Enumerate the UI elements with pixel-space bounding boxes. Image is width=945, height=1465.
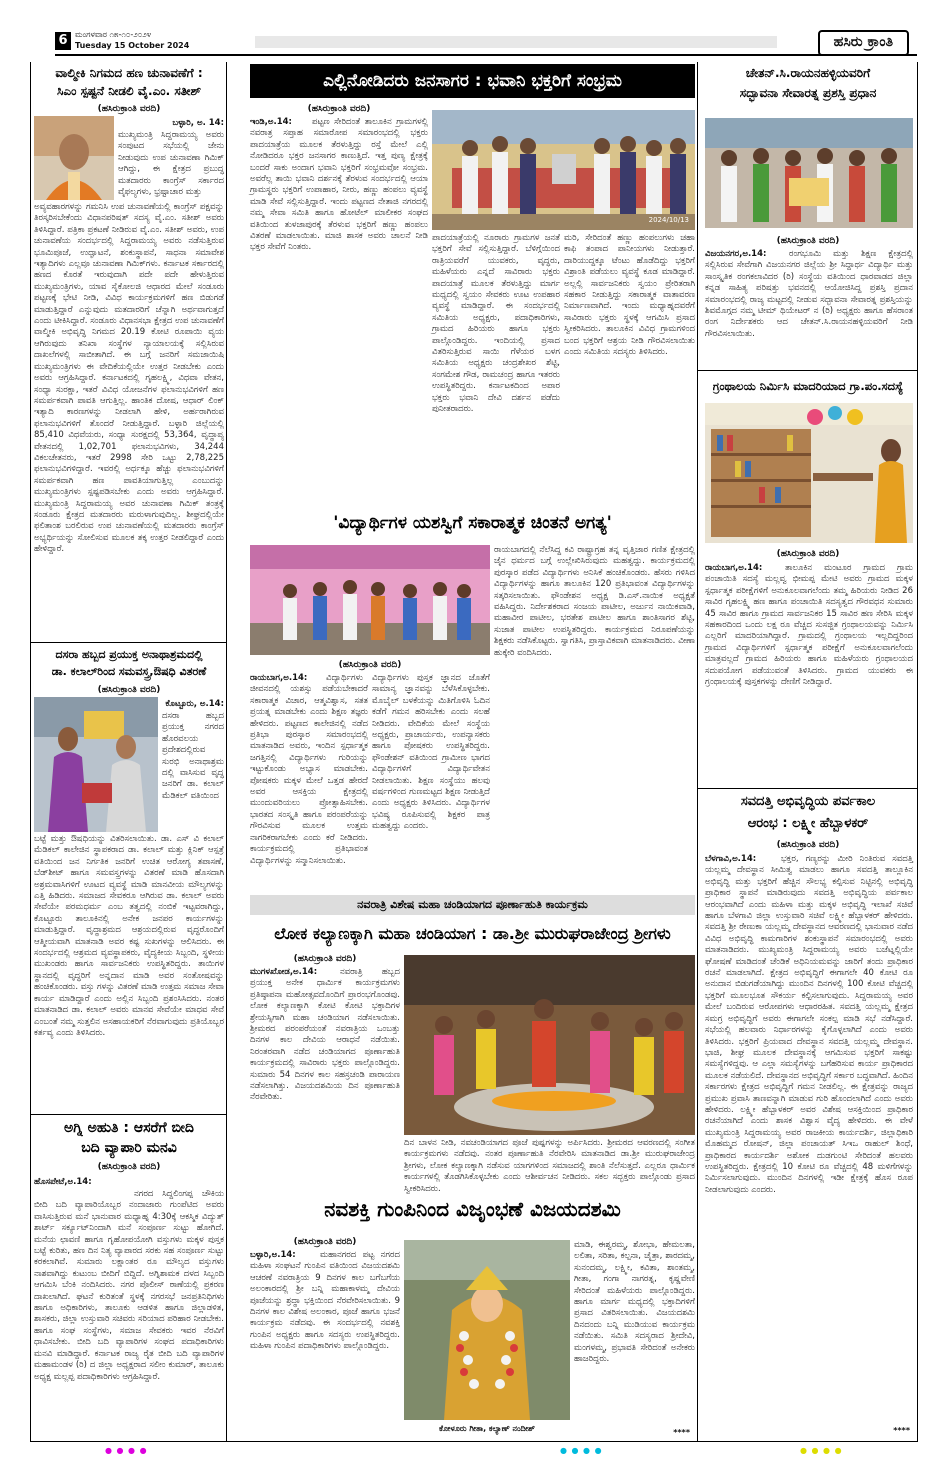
article-text: ದಿನ ಬಾಳನ ನೀಡಿ, ನವಚಂಡಿಯಾಗದ ಪೂಜೆ ಪುಷ್ಪಗಳನ್ನು ಅರ್ಪಿಸಿದರು. ಶ್ರೀಮಠದ ಆವರಣದಲ್ಲಿ ಸಂಗೀತ ಕಾರ್ಯಕ್ರಮಗಳು ನಡೆದವು. ನಂತರ ಪೂರ್ಣಾಹುತಿ ನೆರವೇರಿಸಿ ಮಾತನಾಡಿದ ಡಾ.ಶ್ರೀ ಮುರುಘರಾಜೇಂದ್ರ ಶ್ರೀಗಳು, ಲೋಕ ಕಲ್ಯಾಣಕ್ಕಾಗಿ ನಡೆಸುವ ಯಾಗಗಳಿಂದ ಸಮಾಜದಲ್ಲಿ ಶಾಂತಿ ನೆಲೆಸುತ್ತದೆ. ಎಲ್ಲರೂ ಧಾರ್ಮಿಕ ಕಾರ್ಯಗಳಲ್ಲಿ ತೊಡಗಿಸಿಕೊಳ್ಳಬೇಕು ಎಂದು ಆಶೀರ್ವಚನ ನೀಡಿದರು. ಸಕಲ ಸದ್ಭಕ್ತರು ಪಾಲ್ಗೊಂಡು ಪ್ರಸಾದ ಸ್ವೀಕರಿಸಿದರು. (404, 1138, 695, 1194)
masthead (55, 30, 917, 56)
end-mark: **** (893, 1426, 910, 1435)
article-separator (30, 642, 226, 643)
headline: ನವಶಕ್ತಿ ಗುಂಪಿನಿಂದ ವಿಜೃಂಭಣೆ ವಿಜಯದಶಮಿ (324, 1197, 621, 1221)
paper-name: ಹಸಿರು ಕ್ರಾಂತಿ (818, 30, 909, 56)
credit: (ಹಸಿರುಕ್ರಾಂತಿ ವರದಿ) (97, 685, 161, 695)
photo-satish (34, 116, 114, 200)
date-kannada: ಮಂಗಳವಾರ ೧೫-೧೦-೨೦೨೪ (75, 30, 152, 39)
headline: ಚೇತನ್.ಸಿ.ರಾಯನಹಳ್ಳಿಯವರಿಗೆ (745, 66, 871, 80)
credit: (ಹಸಿರುಕ್ರಾಂತಿ ವರದಿ) (776, 840, 840, 850)
article-text: ಪಾದಯಾತ್ರೆಯಲ್ಲಿ ನೂರಾರು ಗ್ರಾಮಗಳ ಜನತೆ ಭಕ್ತರಿಗೆ ಸೇವೆ ಸಲ್ಲಿಸುತ್ತಿದ್ದಾರೆ. ಬೆಳಿಗ್ಗೆಯಿಂದ ರಾತ್ರಿಯವರೆಗೆ ಯುವಕರು, ವೃದ್ಧರು, ಮಹಿಳೆಯರು ಎನ್ನದೆ ಸಾವಿರಾರು ಭಕ್ತರು ಪಾದಯಾತ್ರೆ ಮೂಲಕ ತೆರಳುತ್ತಿದ್ದು ಮಾರ್ಗ ಮಧ್ಯದಲ್ಲಿ ಸ್ವಯಂ ಸೇವಕರು ಊಟ ಉಪಹಾರ ವ್ಯವಸ್ಥೆ ಮಾಡಿದ್ದಾರೆ. ಈ ಸಂದರ್ಭದಲ್ಲಿ ಸಮಿತಿಯ ಅಧ್ಯಕ್ಷರು, ಪದಾಧಿಕಾರಿಗಳು, ಗ್ರಾಮದ ಹಿರಿಯರು ಹಾಗೂ ಭಕ್ತರು ಪಾಲ್ಗೊಂಡಿದ್ದರು. ಇಂದಿಯಲ್ಲಿ ಪ್ರಸಾದ ವಿತರಿಸುತ್ತಿರುವ ಸಾಯಿ ಗೆಳೆಯರ ಬಳಗ ಸಮಿತಿಯ ಅಧ್ಯಕ್ಷರು ಚಂದ್ರಶೇಖರ ಶೆಟ್ಟಿ, ಸಂಗಮೇಶ ಗೌಡ, ರಾಮಚಂದ್ರ ಹಾಗೂ ಇತರರು ಉಪಸ್ಥಿತರಿದ್ದರು. ಕರ್ನಾಟಕದಿಂದ ಅಪಾರ ಭಕ್ತರು ಭವಾನಿ ದೇವಿ ದರ್ಶನ ಪಡೆದು ಪುನೀತರಾದರು. (432, 233, 560, 415)
headline: ಡಾ. ಕಲಾಲ್‌ರಿಂದ ಸಮವಸ್ತ್ರ,ಔಷಧಿ ವಿತರಣೆ (51, 665, 207, 678)
article-text: ಭಕ್ತರ, ಗಣ್ಯರನ್ನು ಮೀರಿ ನಿಂತಿರುವ ಸವದತ್ತಿ ಯಲ್ಲಮ್ಮ ದೇವಸ್ಥಾನ ಸೀಮಿತ್ವ ಮಾಡಲು ಹಾಗೂ ಸವದತ್ತಿ ತಾಲ್ಲೂಕಿನ ಅಭಿವೃದ್ಧಿ ಮತ್ತು ಭಕ್ತರಿಗೆ ಹೆಚ್ಚಿನ ಸೌಲಭ್ಯ ಕಲ್ಪಿಸುವ ನಿಟ್ಟಿನಲ್ಲಿ ಅಭಿವೃದ್ಧಿ ಪ್ರಾಧಿಕಾರ ಸ್ಥಾಪನೆ ಮಾಡಿರುವುದು ಸವದತ್ತಿ ಅಭಿವೃದ್ಧಿಯ ಪರ್ವಕಾಲ ಆರಂಭವಾಗಿದೆ ಎಂದು ಮಹಿಳಾ ಮತ್ತು ಮಕ್ಕಳ ಅಭಿವೃದ್ಧಿ ಇಲಾಖೆ ಸಚಿವೆ ಹಾಗೂ ಬೆಳಗಾವಿ ಜಿಲ್ಲಾ ಉಸ್ತುವಾರಿ ಸಚಿವೆ ಲಕ್ಷ್ಮೀ ಹೆಬ್ಬಾಳಕರ್ ಹೇಳಿದರು. ಸವದತ್ತಿ ಶ್ರೀ ರೇಣುಕಾ ಯಲ್ಲಮ್ಮ ದೇವಸ್ಥಾನದ ಆವರಣದಲ್ಲಿ ಭಾನುವಾರ ನಡೆದ ವಿವಿಧ ಅಭಿವೃದ್ಧಿ ಕಾಮಗಾರಿಗಳ ಶಂಕುಸ್ಥಾಪನೆ ಸಮಾರಂಭದಲ್ಲಿ ಅವರು ಮಾತನಾಡಿದರು. ಮುಖ್ಯಮಂತ್ರಿ ಸಿದ್ದರಾಮಯ್ಯ ಅವರು ಬಜೆಟ್ನಲ್ಲಿಯೇ ಘೋಷಣೆ ಮಾಡಿದಂತೆ ಚೆಂಡಿಕೆ ಅಧಿನಿಯಮವನ್ನು ಜಾರಿಗೆ ತಂದು ಪ್ರಾಧಿಕಾರ ರಚನೆ ಮಾಡಲಾಗಿದೆ. ಕ್ಷೇತ್ರದ ಅಭಿವೃದ್ಧಿಗೆ ಈಗಾಗಲೇ 40 ಕೋಟಿ ರೂ ಅನುದಾನ ಬಿಡುಗಡೆಯಾಗಿದ್ದು ಮುಂದಿನ ದಿನಗಳಲ್ಲಿ 100 ಕೋಟಿ ವೆಚ್ಚದಲ್ಲಿ ಭಕ್ತರಿಗೆ ಮೂಲಭೂತ ಸೌಕರ್ಯ ಕಲ್ಪಿಸಲಾಗುವುದು. ಸಿದ್ದರಾಮಯ್ಯ ಅವರ ಮೇಲೆ ಬಂದಿರುವ ಆರೋಪಗಳು ಆಧಾರರಹಿತ. ಸವದತ್ತಿ ಯಲ್ಲಮ್ಮ ಕ್ಷೇತ್ರದ ಸಮಗ್ರ ಅಭಿವೃದ್ಧಿಗೆ ಅವರು ಈಗಾಗಲೇ ಸಂಕಲ್ಪ ಮಾಡಿ ಸಭೆ ನಡೆಸಿದ್ದಾರೆ. ಸಭೆಯಲ್ಲಿ ಹಲವಾರು ನಿರ್ಧಾರಗಳನ್ನು ಕೈಗೊಳ್ಳಲಾಗಿದೆ ಎಂದು ಅವರು ತಿಳಿಸಿದರು. ಭಕ್ತರಿಗೆ ಪ್ರಿಯವಾದ ದೇವಸ್ಥಾನ ಸವದತ್ತಿ ಯಲ್ಲಮ್ಮ ದೇವಸ್ಥಾನ. ಭಾಜಿ, ಶೀಘ್ರ ಮೂಲಕ ದೇವಸ್ಥಾನಕ್ಕೆ ಆಗಮಿಸುವ ಭಕ್ತರಿಗೆ ಸಾಕಷ್ಟು ಸಮಸ್ಯೆಗಳಿದ್ದವು. ಆ ಎಲ್ಲಾ ಸಮಸ್ಯೆಗಳನ್ನು ಬಗೆಹರಿಸುವ ಕಾರ್ಯ ಪ್ರಾಧಿಕಾರದ ಮೂಲಕ ನಡೆಯಲಿದೆ. ದೇವಸ್ಥಾನದ ಅಭಿವೃದ್ಧಿಗೆ ಸರ್ಕಾರ ಬದ್ಧವಾಗಿದೆ. ಹಿಂದಿನ ಸರ್ಕಾರಗಳು ಕ್ಷೇತ್ರದ ಅಭಿವೃದ್ಧಿಗೆ ಗಮನ ನೀಡಲಿಲ್ಲ. ಈ ಕ್ಷೇತ್ರವನ್ನು ರಾಜ್ಯದ ಪ್ರಮುಖ ಪ್ರವಾಸಿ ತಾಣವನ್ನಾಗಿ ಮಾಡುವ ಗುರಿ ಹೊಂದಲಾಗಿದೆ ಎಂದು ಅವರು ಹೇಳಿದರು. ಲಕ್ಷ್ಮೀ ಹೆಬ್ಬಾಳಕರ್ ಅವರ ವಿಶೇಷ ಆಸಕ್ತಿಯಿಂದ ಪ್ರಾಧಿಕಾರ ರಚನೆಯಾಗಿದೆ ಎಂದು ಶಾಸಕ ವಿಶ್ವಾಸ ವೈದ್ಯ ಹೇಳಿದರು. ಈ ವೇಳೆ ಮುಖ್ಯಮಂತ್ರಿ ಸಿದ್ದರಾಮಯ್ಯ ಅವರ ರಾಜಕೀಯ ಕಾರ್ಯದರ್ಶಿ, ಜಿಲ್ಲಾಧಿಕಾರಿ ಮೊಹಮ್ಮದ ರೋಷನ್, ಜಿಲ್ಲಾ ಪಂಚಾಯತ್ ಸಿಇಒ ರಾಹುಲ್ ಶಿಂಧೆ, ಪ್ರಾಧಿಕಾರದ ಕಾರ್ಯದರ್ಶಿ ಅಶೋಕ ದುಡಗುಂಟಿ ಸೇರಿದಂತೆ ಹಲವರು ಉಪಸ್ಥಿತರಿದ್ದರು. ಕ್ಷೇತ್ರದಲ್ಲಿ 10 ಕೋಟಿ ರೂ ವೆಚ್ಚದಲ್ಲಿ 48 ಮಳಿಗೆಗಳನ್ನು ನಿರ್ಮಿಸಲಾಗುವುದು. ಮುಂದಿನ ದಿನಗಳಲ್ಲಿ ಇಡೀ ಕ್ಷೇತ್ರಕ್ಕೆ ಹೊಸ ರೂಪ ನೀಡಲಾಗುವುದು ಎಂದರು. (705, 854, 913, 1195)
article-text: ರಂಗಭೂಮಿ ಮತ್ತು ಶಿಕ್ಷಣ ಕ್ಷೇತ್ರದಲ್ಲಿ ಸಲ್ಲಿಸಿರುವ ಸೇವೆಗಾಗಿ ವಿಜಯನಗರ ಜಿಲ್ಲೆಯ ಶ್ರೀ ಸಿದ್ದಾರ್ಥ ವಿದ್ಯಾರ್ಥಿ ಮತ್ತು ಸಾಂಸ್ಕೃತಿಕ ರಂಗಕಲಾವಿದರ (ರಿ) ಸಂಸ್ಥೆಯ ವತಿಯಿಂದ ಧಾರವಾಡದ ಜಿಲ್ಲಾ ಕನ್ನಡ ಸಾಹಿತ್ಯ ಪರಿಷತ್ತು ಭವನದಲ್ಲಿ ಆಯೋಜಿಸಿದ್ದ ಪ್ರಶಸ್ತಿ ಪ್ರದಾನ ಸಮಾರಂಭದಲ್ಲಿ ರಾಜ್ಯ ಮಟ್ಟದಲ್ಲಿ ನೀಡುವ ಸದ್ಭಾವನಾ ಸೇವಾರತ್ನ ಪ್ರಶಸ್ತಿಯನ್ನು ಶಿವಮೊಗ್ಗದ ನಮ್ಮ ಟೀಮ್ ಥಿಯೇಟರ್ ನ (ರಿ) ಅಧ್ಯಕ್ಷರು ಹಾಗೂ ಹೆಸರಾಂತ ರಂಗ ನಿರ್ದೇಶಕರು ಆದ ಚೇತನ್.ಸಿ.ರಾಯನಹಳ್ಳಿಯವರಿಗೆ ನೀಡಿ ಗೌರವಿಸಲಾಯಿತು. (705, 249, 913, 339)
article-separator (697, 370, 917, 371)
dateline: ಬೆಳಗಾವಿ,ಅ.14: (705, 854, 757, 864)
headline: ಅಗ್ನಿ ಅಹುತಿ : ಆಸರೆಗೆ ಬೀದಿ (64, 1120, 194, 1136)
headline: ವಾಲ್ಮೀಕಿ ನಿಗಮದ ಹಣ ಚುನಾವಣೆಗೆ : (55, 66, 203, 80)
headline: ಸದ್ಭಾವನಾ ಸೇವಾರತ್ನ ಪ್ರಶಸ್ತಿ ಪ್ರಧಾನ (739, 86, 877, 100)
headline: ಲೋಕ ಕಲ್ಯಾಣಕ್ಕಾಗಿ ಮಹಾ ಚಂಡಿಯಾಗ : ಡಾ.ಶ್ರೀ ಮುರುಘರಾಜೇಂದ್ರ ಶ್ರೀಗಳು (274, 924, 671, 943)
credit: (ಹಸಿರುಕ್ರಾಂತಿ ವರದಿ) (97, 1162, 161, 1172)
masthead-band (255, 36, 777, 48)
article-text: ರಾಯಬಾಗದಲ್ಲಿ ನೆಲೆಸಿದ್ದ ಕವಿ ರಾಷ್ಟ್ರಾಗ್ರಹ ತನ್ನ ವೃತ್ತಿಜಾರ ಗಣಿತ ಕ್ಷೇತ್ರದಲ್ಲಿ ಜೈನ ಧರ್ಮದ ಬಗ್ಗೆ ಉಲ್ಲೇಖಿಸಿರುವುದು ಮಹತ್ವದ್ದು. ಕಾರ್ಯಕ್ರಮದಲ್ಲಿ ಪುರಸ್ಕಾರ ಪಡೆದ ವಿದ್ಯಾರ್ಥಿಗಳು ಅನಿಸಿಕೆ ಹಂಚಿಕೊಂಡರು. ಹೆಸರು ಗಳಿಸಿದ ವಿದ್ಯಾರ್ಥಿಗಳನ್ನು ಹಾಗೂ ತಾಲೂಕಿನ 120 ಪ್ರತಿಭಾವಂತ ವಿದ್ಯಾರ್ಥಿಗಳನ್ನು ಸತ್ಕರಿಸಲಾಯಿತು. ಫೌಂಡೇಶನ ಅಧ್ಯಕ್ಷ ಡಿ.ಎಸ್.ನಾಯಿಕ ಅಧ್ಯಕ್ಷತೆ ವಹಿಸಿದ್ದರು. ನಿರ್ದೇಶಕರಾದ ಸಂಜಯ ಪಾಟೀಲ, ಅರ್ಜುನ ನಾಯಿಕವಾಡಿ, ಮಹಾವೀರ ಪಾಟೀಲ, ಭರತೇಶ ಪಾಟೀಲ ಹಾಗೂ ಶಾಂತಿಸಾಗರ ಶೆಟ್ಟಿ, ಸುಜಾತ ಪಾಟೀಲ ಉಪಸ್ಥಿತರಿದ್ದರು. ಕಾರ್ಯಕ್ರಮದ ನಿರೂಪಣೆಯನ್ನು ಶಿಕ್ಷಕರು ನಡೆಸಿಕೊಟ್ಟರು. ಸ್ವಾಗತಿಸಿ, ಪ್ರಾಸ್ತಾವಿಕವಾಗಿ ಮಾತನಾಡಿದರು. ವೀಣಾ ಹುಕ್ಕೇರಿ ವಂದಿಸಿದರು. (494, 545, 695, 658)
headline: ಸಿಎಂ ಸ್ಪಷ್ಟನೆ ನೀಡಲಿ ವೈ.ಎಂ. ಸತೀಶ್ (57, 84, 201, 98)
article-text: ಪಟ್ಟಣ ಸೇರಿದಂತೆ ತಾಲೂಕಿನ ಗ್ರಾಮಗಳಲ್ಲಿ ನವರಾತ್ರ ಸಪ್ತಾಹ ಸಮಾರೋಪ ಸಮಾರಂಭದಲ್ಲಿ ಭಕ್ತರು ಪಾದಯಾತ್ರೆಯ ಮೂಲಕ ತೆರಳುತ್ತಿದ್ದು ರಸ್ತೆ ಮೇಲೆ ಎಲ್ಲಿ ನೋಡಿದರೂ ಭಕ್ತರ ಜನಸಾಗರ ಕಾಣುತ್ತಿದೆ. ಇತ್ತ ಪುಣ್ಯ ಕ್ಷೇತ್ರಕ್ಕೆ ಬಂದರೆ ಸಾಕು ಅಂದಾಗ ಭವಾನಿ ಭಕ್ತರಿಗೆ ಸಂಭ್ರಮವೋ ಸಂಭ್ರಮ. ಅವರೆಲ್ಲ ತಾಯಿ ಭವಾನಿ ದರ್ಶನಕ್ಕೆ ತೆರಳುವ ಸಂದರ್ಭದಲ್ಲಿ ಆಯಾ ಗ್ರಾಮಸ್ಥರು ಭಕ್ತರಿಗೆ ಉಪಾಹಾರ, ನೀರು, ಹಣ್ಣು ಹಂಪಲು ವ್ಯವಸ್ಥೆ ಮಾಡಿ ಸೇವೆ ಸಲ್ಲಿಸುತ್ತಿದ್ದಾರೆ. ಇಂದು ಪಟ್ಟಣದ ನೇತಾಜಿ ನಗರದಲ್ಲಿ ನಮ್ಮ ಸೇವಾ ಸಮಿತಿ ಹಾಗೂ ಹೋಟೆಲ್ ಮಾಲೀಕರ ಸಂಘದ ವತಿಯಿಂದ ತುಳಜಾಪುರಕ್ಕೆ ತೆರಳುವ ಭಕ್ತರಿಗೆ ಹಣ್ಣು ಹಂಪಲು ವಿತರಣೆ ಮಾಡಲಾಯಿತು. ಮಾಜಿ ಶಾಸಕ ಅವರು ಚಾಲನೆ ನೀಡಿ ಭಕ್ತರ ಸೇವೆಗೆ ನಿಂತರು. (250, 117, 428, 253)
article-text: ಮರಿ, ಸೇರಿದಂತೆ ಹಣ್ಣು ಹಂಪಲುಗಳು ಚಹಾ ಕಾಫಿ ತಂಪಾದ ಪಾನೀಯಗಳು ನೀಡುತ್ತಾರೆ. ದಾರಿಯುದ್ದಕ್ಕೂ ಟೆಂಟು ಹೊಡೆದಿದ್ದು ಭಕ್ತರಿಗೆ ವಿಶ್ರಾಂತಿ ಪಡೆಯಲು ವ್ಯವಸ್ಥೆ ಕೂಡ ಮಾಡಿದ್ದಾರೆ. ಅಲ್ಲಲ್ಲಿ ಸಾರ್ವಜನಿಕರು ಸ್ವಯಂ ಪ್ರೇರಿತರಾಗಿ ಸಹಕಾರ ನೀಡುತ್ತಿದ್ದು ಸಕಾರಾತ್ಮಕ ವಾತಾವರಣ ನಿರ್ಮಾಣವಾಗಿದೆ. ಇಂದು ಮಧ್ಯಾಹ್ನದವರೆಗೆ ಸಾವಿರಾರು ಭಕ್ತರು ಸ್ಥಳಕ್ಕೆ ಆಗಮಿಸಿ ಪ್ರಸಾದ ಸ್ವೀಕರಿಸಿದರು. ತಾಲೂಕಿನ ವಿವಿಧ ಗ್ರಾಮಗಳಿಂದ ಬಂದ ಭಕ್ತರಿಗೆ ಆಶ್ರಯ ನೀಡಿ ಗೌರವಿಸಲಾಯಿತು ಎಂದು ಸಮಿತಿಯ ಸದಸ್ಯರು ತಿಳಿಸಿದರು. (564, 233, 695, 358)
headline: ಸವದತ್ತಿ ಅಭಿವೃದ್ಧಿಯ ಪರ್ವಕಾಲ (740, 794, 876, 809)
headline: ಎಲ್ಲಿನೋಡಿದರು ಜನಸಾಗರ : ಭವಾನಿ ಭಕ್ತರಿಗೆ ಸಂಭ್ರಮ (250, 64, 695, 98)
credit: (ಹಸಿರುಕ್ರಾಂತಿ ವರದಿ) (338, 660, 402, 670)
photo-chandiyaga (404, 955, 695, 1135)
photo-award-ceremony (705, 118, 913, 228)
article-text: ಮಾಡಿ, ಈಶ್ವರಮ್ಮ, ಶೋಭಾ, ಹೇಮಲತಾ, ಲಲಿತಾ, ಸರಿತಾ, ಕಲ್ಪನಾ, ಚೈತ್ರಾ, ಶಾರದಮ್ಮ, ಸುನಂದಮ್ಮ, ಲಕ್ಷ್ಮೀ, ಕವಿತಾ, ಶಾಂತಮ್ಮ, ಗೀತಾ, ಗಂಗಾ ನಾಗರತ್ನ, ಕೃಷ್ಣವೇಣಿ ಸೇರಿದಂತೆ ಮಹಿಳೆಯರು ಪಾಲ್ಗೊಂಡಿದ್ದರು. ಹಾಗೂ ಮಾರ್ಗ ಮಧ್ಯದಲ್ಲಿ ಭಕ್ತಾದಿಗಳಿಗೆ ಪ್ರಸಾದ ವಿತರಿಸಲಾಯಿತು. ವಿಜಯದಶಮಿ ದಿನದಂದು ಬನ್ನಿ ಮುಡಿಯುವ ಕಾರ್ಯಕ್ರಮ ನಡೆಯಿತು. ಸಮಿತಿ ಸದಸ್ಯರಾದ ಶ್ರೀದೇವಿ, ಮಂಗಳಮ್ಮ, ಪ್ರಭಾವತಿ ಸೇರಿದಂತೆ ಅನೇಕರು ಹಾಜರಿದ್ದರು. (574, 1240, 695, 1365)
photo-vidyarthi-stage (250, 545, 490, 655)
dateline: ಕೊಟ್ಟೂರು, ಅ.14: (165, 699, 224, 709)
headline: ದಸರಾ ಹಬ್ಬದ ಪ್ರಯುಕ್ತ ಅನಾಥಾಶ್ರಮದಲ್ಲಿ (55, 648, 203, 661)
headline: ಆರಂಭ : ಲಕ್ಷ್ಮೀ ಹೆಬ್ಬಾಳಕರ್ (747, 816, 869, 831)
photo-timestamp: 2024/10/13 (648, 216, 689, 224)
column-rule (30, 62, 31, 1442)
kicker: ನವರಾತ್ರಿ ವಿಶೇಷ ಮಹಾ ಚಂಡಿಯಾಗದ ಪೂರ್ಣಾಹುತಿ ಕಾರ್ಯಕ್ರಮ (250, 895, 695, 915)
registration-marks: ● ● ● ● (560, 1446, 603, 1455)
end-mark: **** (673, 1428, 690, 1437)
article-separator (697, 788, 917, 789)
article-text: ನವರಾತ್ರಿ ಹಬ್ಬದ ಪ್ರಯುಕ್ತ ಅನೇಕ ಧಾರ್ಮಿಕ ಕಾರ್ಯಕ್ರಮಗಳು ಪ್ರತಿಷ್ಠಾಪನಾ ಮಹೋತ್ಸವದೊಂದಿಗೆ ಪ್ರಾರಂಭಗೊಂಡವು. ಲೋಕ ಕಲ್ಯಾಣಕ್ಕಾಗಿ ಕೋಟಿ ಕೋಟಿ ಭಕ್ತಾದಿಗಳ ಶ್ರೇಯಸ್ಸಿಗಾಗಿ ಮಹಾ ಚಂಡಿಯಾಗ ನಡೆಸಲಾಯಿತು. ಶ್ರೀಮಠದ ಪರಂಪರೆಯಂತೆ ನವರಾತ್ರಿಯ ಒಂಬತ್ತು ದಿನಗಳ ಕಾಲ ದೇವಿಯ ಆರಾಧನೆ ನಡೆಯಿತು. ನಿರಂತರವಾಗಿ ನಡೆದ ಚಂಡಿಯಾಗದ ಪೂರ್ಣಾಹುತಿ ಕಾರ್ಯಕ್ರಮದಲ್ಲಿ ಸಾವಿರಾರು ಭಕ್ತರು ಪಾಲ್ಗೊಂಡಿದ್ದರು. ಸುಮಾರು 54 ದಿನಗಳ ಕಾಲ ಸಹಸ್ರಚಂಡಿ ಪಾರಾಯಣ ನಡೆಸಲಾಗಿತ್ತು. ವಿಜಯದಶಮಿಯ ದಿನ ಪೂರ್ಣಾಹುತಿ ನೆರವೇರಿತು. (250, 967, 400, 1103)
page-number: 6 (55, 32, 71, 50)
credit: (ಹಸಿರುಕ್ರಾಂತಿ ವರದಿ) (97, 104, 161, 114)
photo-caption: ಕೋಳೂರು ಗೀತಾ, ಕಲ್ಯಾಣ್ ನಂದೀಶ್ (439, 1424, 535, 1433)
headline: ಬದಿ ವ್ಯಾಪಾರಿ ಮನವಿ (81, 1140, 177, 1156)
photo-library (705, 403, 913, 543)
article-text: ಮಹಾನಗರದ ಪಟ್ಟ ನಗರದ ಮಹಿಳಾ ಸಂಘಟನೆ ಗುಂಪಿನ ವತಿಯಿಂದ ವಿಜಯದಶಮಿ ಆಚರಣೆ ನವರಾತ್ರಿಯ 9 ದಿನಗಳ ಕಾಲ ಬಗೆಬಗೆಯ ಅಲಂಕಾರದಲ್ಲಿ ಶ್ರೀ ಬನ್ನಿ ಮಹಾಕಾಳಮ್ಮ ದೇವಿಯ ಪೂಜೆಯನ್ನು ಶ್ರದ್ಧಾ ಭಕ್ತಿಯಿಂದ ನೆರವೇರಿಸಲಾಯಿತು. 9 ದಿನಗಳ ಕಾಲ ವಿಶೇಷ ಅಲಂಕಾರ, ಪೂಜೆ ಹಾಗೂ ಭಜನೆ ಕಾರ್ಯಕ್ರಮ ನಡೆದವು. ಈ ಸಂದರ್ಭದಲ್ಲಿ ನವಶಕ್ತಿ ಗುಂಪಿನ ಅಧ್ಯಕ್ಷರು ಹಾಗೂ ಸದಸ್ಯರು ಉಪಸ್ಥಿತರಿದ್ದರು. ಮಹಿಳಾ ಗುಂಪಿನ ಪದಾಧಿಕಾರಿಗಳು ಪಾಲ್ಗೊಂಡಿದ್ದರು. (250, 1250, 400, 1352)
article-text: ದಸರಾ ಹಬ್ಬದ ಪ್ರಯುಕ್ತ ನಗರದ ಹೊರವಲಯ ಪ್ರದೇಶದಲ್ಲಿರುವ ಸುರಭಿ ಅನಾಥಾಶ್ರಮ ದಲ್ಲಿ ವಾಸಿಸುವ ವೃದ್ಧ ಜನರಿಗೆ ಡಾ. ಕಲಾಲ್ ಮೆಡಿಕಲ್ ವತಿಯಿಂದ (162, 711, 224, 801)
photo-goddess-idol (404, 1240, 570, 1420)
article-text: ಮುಖ್ಯಮಂತ್ರಿ ಸಿದ್ದರಾಮಯ್ಯ ಅವರು ಸಂಪುಟದ ಸಭೆಯಲ್ಲಿ ಜೇನು ನೀಡುವುದು ಉಪ ಚುನಾವಣಾ ಗಿಮಿಕ್ ಆಗಿದ್ದು, ಈ ಕ್ಷೇತ್ರದ ಪ್ರಬುದ್ಧ ಮತದಾರರು ಕಾಂಗ್ರೆಸ್ ಸರ್ಕಾರದ ವೈಫಲ್ಯಗಳು, ಭ್ರಷ್ಟಾಚಾರ ಮತ್ತು (118, 130, 224, 198)
article-text: ತಾಲೂಕಿನ ಮಂಟೂರ ಗ್ರಾಮದ ಗ್ರಾಮ ಪಂಚಾಯಿತಿ ಸದಸ್ಯೆ ಮಲ್ಲವ್ವ ಭೀಮಪ್ಪ ಮೇಟಿ ಅವರು ಗ್ರಾಮದ ಮಕ್ಕಳ ಸ್ಪರ್ಧಾತ್ಮಕ ಪರೀಕ್ಷೆಗಳಿಗೆ ಅನುಕೂಲವಾಗಲೆಂದು ತಮ್ಮ ಹಿರಿಯರು ನೀಡಿದ 26 ಸಾವಿರ ಗೃಹಲಕ್ಷ್ಮಿ ಹಣ ಹಾಗೂ ಪಂಚಾಯಿತಿ ಸದಸ್ಯತ್ವದ ಗೌರವಧನ ಸುಮಾರು 45 ಸಾವಿರ ಹಾಗೂ ಗ್ರಾಮದ ಸಾರ್ವಜನಿಕರ 15 ಸಾವಿರ ಹಣ ಸೇರಿಸಿ ಮಕ್ಕಳ ಸಹಕಾರದಿಂದ ಒಂದು ಲಕ್ಷ ರೂ ವೆಚ್ಚದ ಸುಸಜ್ಜಿತ ಗ್ರಂಥಾಲಯವನ್ನು ನಿರ್ಮಿಸಿ ಎಲ್ಲರಿಗೆ ಮಾದರಿಯಾಗಿದ್ದಾರೆ. ಗ್ರಾಮದಲ್ಲಿ ಗ್ರಂಥಾಲಯ ಇಲ್ಲದಿದ್ದರಿಂದ ಗ್ರಾಮದ ವಿದ್ಯಾರ್ಥಿಗಳಿಗೆ ಸ್ಪರ್ಧಾತ್ಮಕ ಪರೀಕ್ಷೆಗೆ ಅನುಕೂಲವಾಗಲೆಂದು ಮಾತ್ರವಲ್ಲದೆ ಗ್ರಾಮದ ಹಿರಿಯರು ಹಾಗೂ ಮಹಿಳೆಯರು ಗ್ರಂಥಾಲಯದ ಸದುಪಯೋಗ ಪಡೆಯುವಂತೆ ತಿಳಿಸಿದರು. ಗ್ರಾಮದ ಯುವಕರು ಈ ಗ್ರಂಥಾಲಯಕ್ಕೆ ಪುಸ್ತಕಗಳನ್ನು ದೇಣಿಗೆ ನೀಡಿದ್ದಾರೆ. (705, 563, 913, 688)
credit: (ಹಸಿರುಕ್ರಾಂತಿ ವರದಿ) (307, 104, 371, 114)
date-english: Tuesday 15 October 2024 (75, 41, 190, 50)
article-text: ಬಟ್ಟೆ ಮತ್ತು ಔಷಧಿಯನ್ನು ವಿತರಿಸಲಾಯಿತು. ಡಾ. ಎಸ್ ವಿ ಕಲಾಲ್ ಮೆಡಿಕಲ್ ಕಾಲೇಜಿನ ಸ್ಥಾಪಕರಾದ ಡಾ. ಕಲಾಲ್ ಮತ್ತು ಕ್ಲಿನಿಕ್ ಆಸ್ಪತ್ರೆ ವತಿಯಿಂದ ಜನ ನಿರ್ಗತಿಕ ಜನರಿಗೆ ಉಚಿತ ಆರೋಗ್ಯ ತಪಾಸಣೆ, ಬೆಡ್‌ಶೀಟ್ ಹಾಗೂ ಸಮವಸ್ತ್ರಗಳನ್ನು ವಿತರಣೆ ಮಾಡಿ ಹೊಸದಾಗಿ ಅಶ್ರಮವಾಸಿಗಳಿಗೆ ಊಟದ ವ್ಯವಸ್ಥೆ ಮಾಡಿ ಮಾನವೀಯ ಮೌಲ್ಯಗಳನ್ನು ಎತ್ತಿ ಹಿಡಿದರು. ಸಮಾಜದ ಸೇವಕರೂ ಆಗಿರುವ ಡಾ. ಕಲಾಲ್ ಅವರು ಸೇವೆಯೇ ಪರಮಧರ್ಮ ಎಂಬ ತತ್ವದಲ್ಲಿ ನಂಬಿಕೆ ಇಟ್ಟವರಾಗಿದ್ದು, ಕೊಟ್ಟೂರು ತಾಲೂಕಿನಲ್ಲಿ ಅನೇಕ ಜನಪರ ಕಾರ್ಯಗಳನ್ನು ಮಾಡುತ್ತಿದ್ದಾರೆ. ವೃದ್ಧಾಶ್ರಮದ ಆಶ್ರಯದಲ್ಲಿರುವ ವೃದ್ಧರೊಂದಿಗೆ ಆತ್ಮೀಯವಾಗಿ ಮಾತನಾಡಿ ಅವರ ಕಷ್ಟ ಸುಖಗಳನ್ನು ಆಲಿಸಿದರು. ಈ ಸಂದರ್ಭದಲ್ಲಿ ಆಶ್ರಮದ ವ್ಯವಸ್ಥಾಪಕರು, ವೈದ್ಯಕೀಯ ಸಿಬ್ಬಂದಿ, ಸ್ಥಳೀಯ ಮುಖಂಡರು ಹಾಗೂ ಸಾರ್ವಜನಿಕರು ಉಪಸ್ಥಿತರಿದ್ದರು. ತಾಯಿಗಳ ಸ್ಥಾನದಲ್ಲಿ ವೃದ್ಧರಿಗೆ ಅನ್ನದಾನ ಮಾಡಿ ಅವರ ಸಂತೋಷವನ್ನು ಹಂಚಿಕೊಂಡರು. ವಸ್ತು ಗಳನ್ನು ವಿತರಣೆ ಮಾಡಿ ಉತ್ತಮ ಸಮಾಜ ಸೇವಾ ಕಾರ್ಯ ಮಾಡಿದ್ದಾರೆ ಎಂದು ಅಲ್ಲಿನ ಸಿಬ್ಬಂದಿ ಪ್ರಶಂಸಿಸಿದರು. ನಂತರ ಮಾತನಾಡಿದ ಡಾ. ಕಲಾಲ್ ಅವರು ಮಾನವ ಸೇವೆಯೇ ಮಾಧವ ಸೇವೆ ಎಂಬಂತೆ ನಮ್ಮ ಸುತ್ತಲಿನ ಅಸಹಾಯಕರಿಗೆ ನೆರವಾಗುವುದು ಪ್ರತಿಯೊಬ್ಬರ ಕರ್ತವ್ಯ ಎಂದು ತಿಳಿಸಿದರು. (34, 834, 224, 1038)
page-bottom-rule (30, 1441, 918, 1442)
photo-dasara-distribution (34, 697, 158, 832)
credit: (ಹಸಿರುಕ್ರಾಂತಿ ವರದಿ) (776, 549, 840, 559)
article-text: ವಿದ್ಯಾರ್ಥಿಗಳು ಪುಸ್ತಕ ಜ್ಞಾನದ ಜೊತೆಗೆ ಸಾಮಾನ್ಯ ಜ್ಞಾನವನ್ನು ಬೆಳೆಸಿಕೊಳ್ಳಬೇಕು. ಮೊಬೈಲ್ ಬಳಕೆಯನ್ನು ಮಿತಿಗೊಳಿಸಿ ಓದಿನ ಕಡೆಗೆ ಗಮನ ಹರಿಸಬೇಕು ಎಂದು ಸಲಹೆ ನೀಡಿದರು. ವೇದಿಕೆಯ ಮೇಲೆ ಸಂಸ್ಥೆಯ ಅಧ್ಯಕ್ಷರು, ಪ್ರಾಚಾರ್ಯರು, ಉಪನ್ಯಾಸಕರು ಹಾಗೂ ಪೋಷಕರು ಉಪಸ್ಥಿತರಿದ್ದರು. ಫೌಂಡೇಶನ್ ವತಿಯಿಂದ ಗ್ರಾಮೀಣ ಭಾಗದ ವಿದ್ಯಾರ್ಥಿಗಳಿಗೆ ವಿದ್ಯಾರ್ಥಿವೇತನ ನೀಡಲಾಯಿತು. ಶಿಕ್ಷಣ ಸಂಸ್ಥೆಯು ಹಲವು ವರ್ಷಗಳಿಂದ ಗುಣಮಟ್ಟದ ಶಿಕ್ಷಣ ನೀಡುತ್ತಿದೆ ಎಂದು ಅಧ್ಯಕ್ಷರು ತಿಳಿಸಿದರು. ವಿದ್ಯಾರ್ಥಿಗಳ ಭವಿಷ್ಯ ರೂಪಿಸುವಲ್ಲಿ ಶಿಕ್ಷಕರ ಪಾತ್ರ ಮಹತ್ವದ್ದು ಎಂದರು. (372, 673, 490, 832)
dateline: ಬಳ್ಳಾರಿ, ಅ. 14: (172, 118, 224, 128)
headline: 'ವಿದ್ಯಾರ್ಥಿಗಳ ಯಶಸ್ವಿಗೆ ಸಕಾರಾತ್ಮಕ ಚಿಂತನೆ ಅಗತ್ಯ' (333, 513, 612, 533)
article-separator (30, 1114, 226, 1115)
dateline: ಹೊಸಪೇಟೆ,ಅ.14: (34, 1177, 92, 1187)
dateline: ಬಳ್ಳಾರಿ,ಅ.14: (250, 1250, 296, 1260)
dateline: ಮುಗಳಖೋಡ,ಅ.14: (250, 967, 318, 977)
registration-marks: ● ● ● ● (105, 1446, 148, 1455)
column-rule (226, 62, 227, 1442)
dateline: ವಿಜಯನಗರ,ಅ.14: (705, 249, 767, 259)
credit: (ಹಸಿರುಕ್ರಾಂತಿ ವರದಿ) (293, 1237, 357, 1247)
article-text: ವಿದ್ಯಾರ್ಥಿಗಳು ಜೀವನದಲ್ಲಿ ಯಶಸ್ಸು ಪಡೆಯಬೇಕಾದರೆ ಸಕಾರಾತ್ಮಕ ವಿಚಾರ, ಆತ್ಮವಿಶ್ವಾಸ, ಸತತ ಪ್ರಯತ್ನ ಮಾಡಬೇಕು ಎಂದು ಶಿಕ್ಷಣ ತಜ್ಞರು ಹೇಳಿದರು. ಪಟ್ಟಣದ ಕಾಲೇಜಿನಲ್ಲಿ ನಡೆದ ಪ್ರತಿಭಾ ಪುರಸ್ಕಾರ ಸಮಾರಂಭದಲ್ಲಿ ಮಾತನಾಡಿದ ಅವರು, ಇಂದಿನ ಸ್ಪರ್ಧಾತ್ಮಕ ಜಗತ್ತಿನಲ್ಲಿ ವಿದ್ಯಾರ್ಥಿಗಳು ಗುರಿಯನ್ನು ಇಟ್ಟುಕೊಂಡು ಅಭ್ಯಾಸ ಮಾಡಬೇಕು. ಪೋಷಕರು ಮಕ್ಕಳ ಮೇಲೆ ಒತ್ತಡ ಹೇರದೆ ಅವರ ಆಸಕ್ತಿಯ ಕ್ಷೇತ್ರದಲ್ಲಿ ಮುಂದುವರಿಯಲು ಪ್ರೋತ್ಸಾಹಿಸಬೇಕು. ಭಾರತದ ಸಂಸ್ಕೃತಿ ಹಾಗೂ ಪರಂಪರೆಯನ್ನು ಗೌರವಿಸುವ ಮೂಲಕ ಉತ್ತಮ ನಾಗರಿಕರಾಗಬೇಕು ಎಂದು ಕರೆ ನೀಡಿದರು. ಕಾರ್ಯಕ್ರಮದಲ್ಲಿ ಪ್ರತಿಭಾವಂತ ವಿದ್ಯಾರ್ಥಿಗಳನ್ನು ಸನ್ಮಾನಿಸಲಾಯಿತು. (250, 673, 368, 866)
credit: (ಹಸಿರುಕ್ರಾಂತಿ ವರದಿ) (293, 954, 357, 964)
credit: (ಹಸಿರುಕ್ರಾಂತಿ ವರದಿ) (776, 236, 840, 246)
article-text: ಅವ್ಯವಹಾರಗಳನ್ನು ಗಮನಿಸಿ ಉಪ ಚುನಾವಣೆಯಲ್ಲಿ ಕಾಂಗ್ರೆಸ್ ಪಕ್ಷವನ್ನು ತಿರಸ್ಕರಿಸಬೇಕೆಂದು ವಿಧಾನಪರಿಷತ್ ಸದಸ್ಯ ವೈ.ಎಂ. ಸತೀಶ್ ಅವರು ತಿಳಿಸಿದ್ದಾರೆ. ಪತ್ರಿಕಾ ಪ್ರಕಟಣೆ ನೀಡಿರುವ ವೈ.ಎಂ. ಸತೀಶ್ ಅವರು, ಉಪ ಚುನಾವಣೆಯ ಸಂದರ್ಭದಲ್ಲಿ ಸಿದ್ದರಾಮಯ್ಯ ಅವರು ನಡೆಸುತ್ತಿರುವ ಭೂಮಿಪೂಜೆ, ಉದ್ಘಾಟನೆ, ಶಂಕುಸ್ಥಾಪನೆ, ಸಾಧನಾ ಸಮಾವೇಶ ಇತ್ಯಾದಿಗಳು ಎಲ್ಲವೂ ಚುನಾವಣಾ ಗಿಮಿಕ್‌ಗಳು. ಕರ್ನಾಟಕ ಸರ್ಕಾರದಲ್ಲಿ ಹಣದ ಕೊರತೆ ಇರುವುದಾಗಿ ಪದೇ ಪದೇ ಹೇಳುತ್ತಿರುವ ಮುಖ್ಯಮಂತ್ರಿಗಳು, ಯಾವ ಸೈಕೋಲಜಿ ಆಧಾರದ ಮೇಲೆ ಸಂಡೂರು ಪಟ್ಟಣಕ್ಕೆ ಭೇಟಿ ನೀಡಿ, ವಿವಿಧ ಕಾರ್ಯಕ್ರಮಗಳಿಗೆ ಹಣ ಬಿಡುಗಡೆ ಮಾಡುತ್ತಿದ್ದಾರೆ ಎನ್ನುವುದು ಮತದಾರರಿಗೆ ಚೆನ್ನಾಗಿ ಅರ್ಥವಾಗುತ್ತದೆ ಎಂದು ಟೀಕಿಸಿದ್ದಾರೆ. ಸಂಡೂರು ವಿಧಾನಸಭಾ ಕ್ಷೇತ್ರದ ಉಪ ಚುನಾವಣೆಗೆ ವಾಲ್ಮೀಕಿ ಅಭಿವೃದ್ಧಿ ನಿಗಮದ 20.19 ಕೋಟಿ ರೂಪಾಯಿ ವ್ಯಯ ಆಗಿರುವುದು ತನಿಖಾ ಸಂಸ್ಥೆಗಳ ನ್ಯಾಯಾಲಯಕ್ಕೆ ಸಲ್ಲಿಸಿರುವ ದಾಖಲೆಗಳಲ್ಲಿ ಸಾಬೀತಾಗಿದೆ. ಈ ಬಗ್ಗೆ ಜನರಿಗೆ ಸಮಜಾಯಿಷಿ ಮುಖ್ಯಮಂತ್ರಿಗಳು ಈ ವೇದಿಕೆಯಲ್ಲಿಯೇ ಉತ್ತರ ನೀಡಬೇಕು ಎಂದು ಅವರು ಆಗ್ರಹಿಸಿದ್ದಾರೆ. ಕರ್ನಾಟಕದಲ್ಲಿ ಗೃಹಲಕ್ಷ್ಮಿ, ವಿಧವಾ ವೇತನ, ಸಂಧ್ಯಾ ಸುರಕ್ಷಾ, ಇತರೆ ವಿವಿಧ ಯೋಜನೆಗಳ ಫಲಾನುಭವಿಗಳಿಗೆ ಹಣ ಸಮರ್ಪಕವಾಗಿ ಪಾವತಿ ಆಗುತ್ತಿಲ್ಲ. ಹಾಂತಿಕ ದೋಷ, ಆಧಾರ್ ಲಿಂಕ್ ಇತ್ಯಾದಿ ಕಾರಣಗಳನ್ನು ನೀಡಲಾಗಿ ಹೇಳಿ, ಅರ್ಹರಾಗಿರುವ ಫಲಾನುಭವಿಗಳಿಗೆ ತೊಂದರೆ ನೀಡುತ್ತಿದ್ದಾರೆ. ಬಳ್ಳಾರಿ ಜಿಲ್ಲೆಯಲ್ಲಿ 85,410 ವಿಧವೆಯರು, ಸಂಧ್ಯಾ ಸುರಕ್ಷದಲ್ಲಿ 53,364, ವೃದ್ಧಾಪ್ಯ ವೇತನದಲ್ಲಿ 1,02,701 ಫಲಾನುಭವಿಗಳು, 34,244 ವಿಕಲಚೇತನರು, ಇತರೆ 2998 ಸೇರಿ ಒಟ್ಟು 2,78,225 ಫಲಾನುಭವಿಗಳಿದ್ದಾರೆ. ಇವರಲ್ಲಿ ಅರ್ಧಕ್ಕೂ ಹೆಚ್ಚು ಫಲಾನುಭವಿಗಳಿಗೆ ಸಮರ್ಪಕವಾಗಿ ಹಣ ಪಾವತಿಯಾಗುತ್ತಿಲ್ಲ ಎಂಬುದನ್ನು ಮುಖ್ಯಮಂತ್ರಿಗಳು ಸ್ಪಷ್ಟಪಡಿಸಬೇಕು ಎಂದು ಅವರು ಆಗ್ರಹಿಸಿದ್ದಾರೆ. ಮುಖ್ಯಮಂತ್ರಿ ಸಿದ್ದರಾಮಯ್ಯ ಅವರ ಚುನಾವಣಾ ಗಿಮಿಕ್ ತಂತ್ರಕ್ಕೆ ಸಂಡೂರು ಕ್ಷೇತ್ರದ ಮತದಾರರು ಮರುಳಾಗುವುದಿಲ್ಲ. ಶೀಘ್ರದಲ್ಲಿಯೇ ಫಲಿತಾಂಶ ಬರಲಿರುವ ಉಪ ಚುನಾವಣೆಯಲ್ಲಿ ಮತದಾರರು ಕಾಂಗ್ರೆಸ್ ಅಭ್ಯರ್ಥಿಯನ್ನು ಸೋಲಿಸುವ ಮೂಲಕ ತಕ್ಕ ಉತ್ತರ ನೀಡಲಿದ್ದಾರೆ ಎಂದು ಹೇಳಿದ್ದಾರೆ. (34, 202, 224, 555)
column-rule (917, 62, 918, 1442)
article-text: ನಗರದ ಸಿದ್ದಲಿಂಗಪ್ಪ ಚೌಕಿಯ ಬೀದಿ ಬದಿ ವ್ಯಾಪಾರಿಯೊಬ್ಬರ ನಂದಾಜಾರು ಗುಂಪೆಟಿದ ಅವರು ವಾಸಿಸುತ್ತಿರುವ ಮನೆ ಭಾನುವಾರ ಮಧ್ಯಾಹ್ನ 4:30ಕ್ಕೆ ಆಕಸ್ಮಿಕ ವಿದ್ಯುತ್ ಶಾರ್ಟ್ ಸರ್ಕ್ಯೂಟ್‌ನಿಂದಾಗಿ ಮನೆ ಸಂಪೂರ್ಣ ಸುಟ್ಟು ಹೋಗಿದೆ. ಮನೆಯ ಛಾವಣಿ ಹಾಗೂ ಗೃಹೋಪಯೋಗಿ ವಸ್ತುಗಳು ಮಕ್ಕಳ ಪುಸ್ತಕ ಬಟ್ಟೆ ಕುರಿತು, ಹಣ ದಿನ ನಿತ್ಯ ವ್ಯಾಪಾರದ ಸರಕು ಸಹ ಸಂಪೂರ್ಣ ಸುಟ್ಟು ಕರಕಲಾಗಿವೆ. ಸುಮಾರು ಲಕ್ಷಾಂತರ ರೂ ಮೌಲ್ಯದ ವಸ್ತುಗಳು ನಾಶವಾಗಿದ್ದು ಕುಟುಂಬ ಬೀದಿಗೆ ಬಿದ್ದಿದೆ. ಅಗ್ನಿಶಾಮಕ ದಳದ ಸಿಬ್ಬಂದಿ ಆಗಮಿಸಿ ಬೆಂಕಿ ನಂದಿಸಿದರು. ನಗರ ಪೊಲೀಸ್ ಠಾಣೆಯಲ್ಲಿ ಪ್ರಕರಣ ದಾಖಲಾಗಿದೆ. ಘಟನೆ ಕುರಿತಂತೆ ಸ್ಥಳಕ್ಕೆ ನಗರಸಭೆ ಜನಪ್ರತಿನಿಧಿಗಳು ಹಾಗೂ ಅಧಿಕಾರಿಗಳು, ತಾಲೂಕು ಆಡಳಿತ ಹಾಗೂ ಜಿಲ್ಲಾಡಳಿತ, ಶಾಸಕರು, ಜಿಲ್ಲಾ ಉಸ್ತುವಾರಿ ಸಚಿವರು ಸರಿಯಾದ ಪರಿಹಾರ ನೀಡಬೇಕು. ಹಾಗೂ ಸಂಘ ಸಂಸ್ಥೆಗಳು, ಸಮಾಜ ಸೇವಕರು ಇವರ ನೆರವಿಗೆ ಧಾವಿಸಬೇಕು. ಬೀದಿ ಬದಿ ವ್ಯಾಪಾರಿಗಳ ಸಂಘದ ಪದಾಧಿಕಾರಿಗಳು ಮನವಿ ಮಾಡಿದ್ದಾರೆ. ಕರ್ನಾಟಕ ರಾಜ್ಯ ರೈತ ಬೀದಿ ಬದಿ ವ್ಯಾಪಾರಿಗಳ ಮಹಾಮಂಡಳ (ರಿ) ದ ಜಿಲ್ಲಾ ಅಧ್ಯಕ್ಷರಾದ ಸಲೀಂ ಕುಮಾರ್, ತಾಲೂಕು ಅಧ್ಯಕ್ಷ ಮಲ್ಲಪ್ಪ ಪದಾಧಿಕಾರಿಗಳು ಆಗ್ರಹಿಸಿದ್ದಾರೆ. (34, 1189, 224, 1382)
registration-marks: ● ● ● ● (800, 1446, 843, 1455)
headline: ಗ್ರಂಥಾಲಯ ನಿರ್ಮಿಸಿ ಮಾದರಿಯಾದ ಗ್ರಾ.ಪಂ.ಸದಸ್ಯೆ (712, 379, 904, 393)
column-rule (697, 62, 698, 1442)
dateline: ರಾಯಬಾಗ,ಅ.14: (705, 563, 763, 573)
photo-bhavani-devotees (432, 110, 695, 230)
dateline: ರಾಯಬಾಗ,ಅ.14: (250, 673, 308, 683)
dateline: ಇಂಡಿ,ಅ.14: (250, 117, 292, 127)
